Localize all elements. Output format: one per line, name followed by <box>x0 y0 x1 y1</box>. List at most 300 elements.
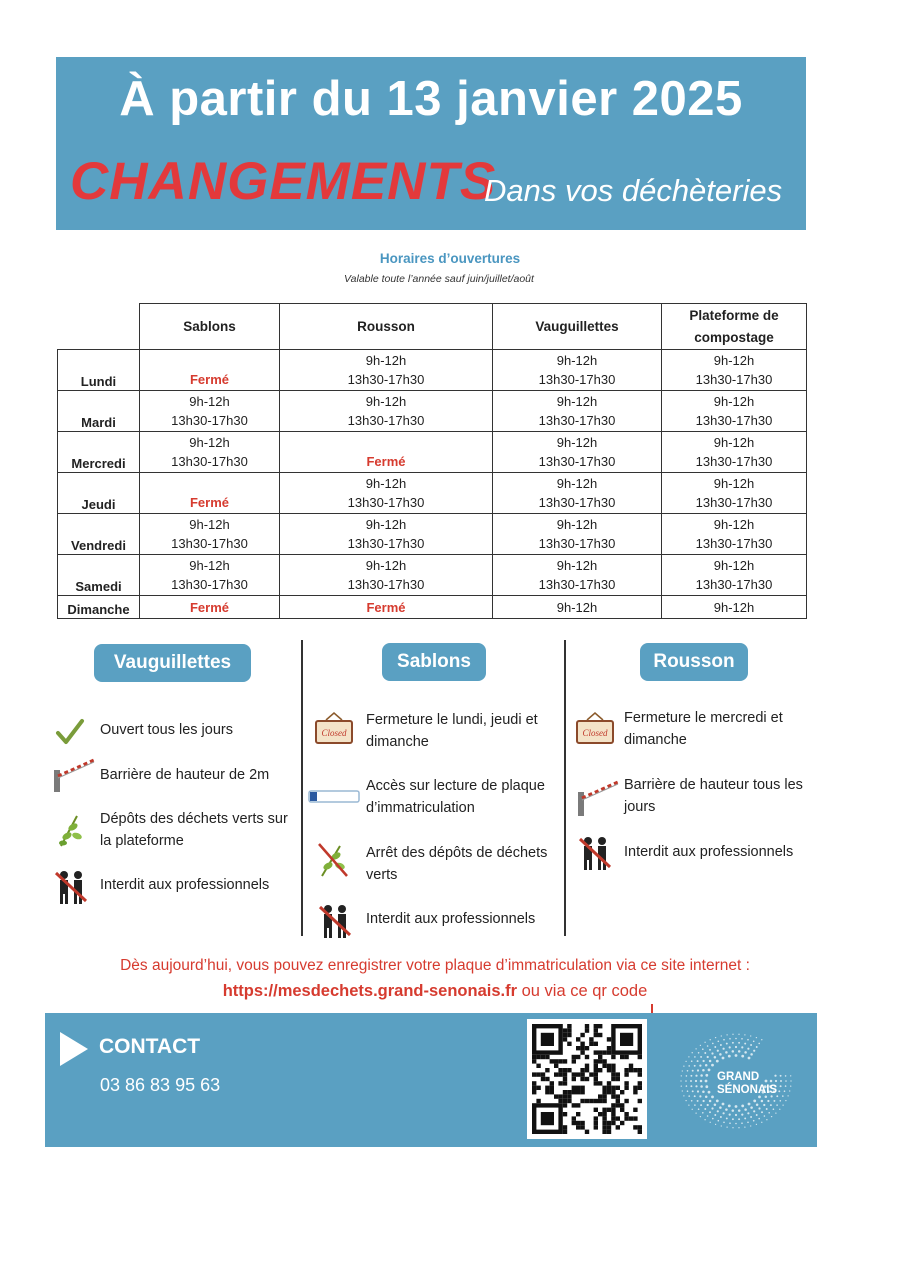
qr-module <box>567 1090 571 1094</box>
qr-module <box>611 1094 615 1098</box>
qr-module <box>602 1121 606 1125</box>
logo-dot <box>780 1100 782 1102</box>
logo-dot <box>720 1116 722 1118</box>
qr-module <box>563 1112 567 1116</box>
logo-dot <box>756 1046 758 1048</box>
hours-line: 13h30-17h30 <box>538 536 616 551</box>
logo-dot <box>719 1053 722 1056</box>
hours-cell <box>140 596 280 619</box>
logo-dot <box>758 1043 760 1045</box>
hours-cell <box>280 350 493 391</box>
qr-module <box>616 1099 620 1103</box>
logo-dot <box>776 1104 778 1106</box>
logo-dot <box>756 1114 758 1116</box>
hours-cell <box>662 391 807 432</box>
qr-module <box>598 1050 602 1054</box>
qr-module <box>536 1072 540 1076</box>
logo-dot <box>750 1053 753 1056</box>
qr-module <box>580 1046 584 1050</box>
logo-dot <box>711 1096 714 1099</box>
logo-dot <box>756 1037 757 1038</box>
qr-module <box>607 1081 611 1085</box>
qr-module <box>620 1103 624 1107</box>
qr-module <box>545 1086 549 1090</box>
logo-dot <box>688 1056 689 1057</box>
qr-module <box>567 1068 571 1072</box>
qr-module <box>541 1072 545 1076</box>
hours-cell <box>140 473 280 514</box>
logo-dot <box>692 1070 694 1072</box>
logo-dot <box>768 1112 770 1114</box>
qr-module <box>576 1121 580 1125</box>
barrier-icon <box>50 756 96 794</box>
logo-dot <box>702 1112 704 1114</box>
qr-module <box>607 1108 611 1112</box>
qr-module <box>572 1116 576 1120</box>
qr-module <box>594 1125 598 1129</box>
logo-dot <box>718 1120 720 1122</box>
qr-module <box>580 1090 584 1094</box>
logo-dot <box>711 1107 713 1109</box>
qr-module <box>576 1103 580 1107</box>
qr-module <box>598 1033 602 1037</box>
logo-dot <box>705 1095 708 1098</box>
hours-cell <box>662 432 807 473</box>
logo-dot <box>732 1127 733 1128</box>
logo-dot <box>700 1104 702 1106</box>
qr-module <box>572 1121 576 1125</box>
qr-module <box>572 1072 576 1076</box>
logo-dot <box>700 1056 702 1058</box>
hours-line: 9h-12h <box>365 517 407 532</box>
logo-dot <box>758 1107 760 1109</box>
logo-dot <box>717 1050 719 1052</box>
qr-module <box>563 1059 567 1063</box>
logo-dot <box>691 1100 693 1102</box>
column-header: Vauguillettes <box>493 304 662 350</box>
qr-module <box>594 1068 598 1072</box>
logo-dot <box>753 1050 755 1052</box>
logo-dot <box>685 1080 687 1082</box>
qr-module <box>567 1042 571 1046</box>
column-divider <box>301 640 303 936</box>
day-cell: Dimanche <box>58 596 140 619</box>
qr-module <box>563 1077 567 1081</box>
qr-module <box>585 1130 589 1134</box>
qr-module <box>558 1072 562 1076</box>
registration-link-line <box>0 982 870 1001</box>
hours-cell <box>493 391 662 432</box>
logo-dot <box>741 1105 744 1108</box>
qr-module <box>602 1050 606 1054</box>
logo-dot <box>729 1038 731 1040</box>
qr-module <box>598 1055 602 1059</box>
qr-module <box>594 1042 598 1046</box>
qr-code[interactable] <box>527 1019 647 1139</box>
qr-module <box>563 1130 567 1134</box>
qr-module <box>598 1068 602 1072</box>
qr-module <box>620 1121 624 1125</box>
hours-line: 13h30-17h30 <box>171 413 248 428</box>
qr-module <box>624 1116 628 1120</box>
logo-dot <box>715 1124 716 1125</box>
table-row <box>58 473 807 514</box>
logo-dot <box>789 1090 790 1091</box>
logo-dot <box>715 1037 716 1038</box>
qr-module <box>567 1094 571 1098</box>
logo-dot <box>694 1104 696 1106</box>
logo-dot <box>709 1049 711 1051</box>
logo-dot <box>681 1085 682 1086</box>
table-row <box>58 350 807 391</box>
logo-dot <box>723 1048 725 1050</box>
hours-line: 13h30-17h30 <box>171 577 248 592</box>
qr-module <box>532 1059 536 1063</box>
qr-module <box>633 1125 637 1129</box>
logo-dot <box>729 1122 731 1124</box>
logo-dot <box>700 1080 703 1083</box>
qr-module <box>594 1081 598 1085</box>
logo-dot <box>685 1100 686 1101</box>
hours-line: 9h-12h <box>713 394 755 409</box>
hours-cell <box>280 555 493 596</box>
qr-hint: ou via ce qr code <box>517 982 648 1000</box>
logo-dot <box>692 1052 693 1053</box>
logo-dot <box>697 1069 699 1071</box>
logo-dot <box>741 1122 743 1124</box>
hours-cell <box>280 432 493 473</box>
qr-module <box>616 1072 620 1076</box>
logo-dot <box>747 1112 749 1114</box>
logo-dot <box>787 1095 788 1096</box>
qr-module <box>532 1055 536 1059</box>
qr-module <box>563 1090 567 1094</box>
qr-module <box>532 1081 536 1085</box>
qr-module <box>594 1108 598 1112</box>
qr-module <box>572 1077 576 1081</box>
hours-cell <box>662 514 807 555</box>
qr-module <box>576 1086 580 1090</box>
logo-dot <box>717 1110 719 1112</box>
qr-module <box>585 1046 589 1050</box>
logo-dot <box>756 1103 759 1106</box>
logo-dot <box>699 1065 701 1067</box>
hours-line: 13h30-17h30 <box>695 454 773 469</box>
qr-module <box>545 1055 549 1059</box>
play-arrow-icon <box>59 1031 89 1067</box>
logo-dot <box>761 1122 762 1123</box>
logo-dot <box>790 1085 791 1086</box>
qr-module <box>620 1090 624 1094</box>
logo-dot <box>779 1109 780 1110</box>
qr-module <box>616 1103 620 1107</box>
contact-phone[interactable]: 03 86 83 95 63 <box>100 1075 221 1095</box>
logo-dot <box>687 1070 689 1072</box>
logo-dot <box>690 1085 692 1087</box>
column-header: Plateforme de compostage <box>662 304 807 350</box>
qr-module <box>624 1086 628 1090</box>
qr-module <box>607 1046 611 1050</box>
day-cell: Vendredi <box>58 514 140 555</box>
pill-rousson: Rousson <box>640 643 748 681</box>
qr-module <box>536 1099 540 1103</box>
sablons-item-closed: Fermeture le lundi, jeudi et dimanche <box>366 712 538 750</box>
qr-module <box>567 1024 571 1028</box>
barrier-icon <box>574 778 620 818</box>
logo-dot <box>686 1085 688 1087</box>
hours-line: 9h-12h <box>556 394 598 409</box>
qr-module <box>576 1037 580 1041</box>
hours-line: 9h-12h <box>189 435 230 450</box>
qr-module <box>563 1081 567 1085</box>
logo-dot <box>729 1046 731 1048</box>
contact-label: CONTACT <box>99 1035 201 1058</box>
logo-dot <box>738 1042 740 1044</box>
hours-line: 9h-12h <box>365 394 407 409</box>
logo-dot <box>780 1085 782 1087</box>
qr-module <box>550 1090 554 1094</box>
qr-module <box>585 1064 589 1068</box>
logo-dot <box>700 1116 701 1117</box>
hours-cell <box>280 514 493 555</box>
logo-dot <box>709 1060 712 1063</box>
qr-module <box>611 1055 615 1059</box>
qr-module <box>611 1068 615 1072</box>
qr-module <box>602 1130 606 1134</box>
qr-module <box>611 1072 615 1076</box>
hours-line: 13h30-17h30 <box>347 495 425 510</box>
logo-dot <box>785 1080 787 1082</box>
logo-dot <box>702 1090 705 1093</box>
logo-dot <box>728 1105 731 1108</box>
qr-module <box>594 1059 598 1063</box>
logo-dot <box>766 1119 767 1120</box>
logo-dot <box>721 1125 722 1126</box>
hours-cell <box>493 350 662 391</box>
qr-module <box>638 1068 642 1072</box>
logo-dot <box>747 1048 749 1050</box>
logo-dot <box>767 1100 769 1102</box>
logo-dot <box>709 1111 711 1113</box>
logo-dot <box>707 1104 709 1106</box>
qr-module <box>616 1116 620 1120</box>
qr-module <box>607 1125 611 1129</box>
qr-module <box>558 1081 562 1085</box>
page-title: À partir du 13 janvier 2025 <box>119 72 743 126</box>
qr-module <box>585 1055 589 1059</box>
logo-dot <box>718 1041 720 1043</box>
qr-module <box>594 1033 598 1037</box>
banner-subtitle: Dans vos déchèteries <box>484 173 783 208</box>
registration-url[interactable]: https://mesdechets.grand-senonais.fr <box>222 982 518 1000</box>
logo-dot <box>707 1115 709 1117</box>
logo-dot <box>700 1045 701 1046</box>
hours-line: 9h-12h <box>556 435 598 450</box>
logo-dot <box>721 1035 722 1036</box>
qr-module <box>572 1090 576 1094</box>
logo-dot <box>790 1080 791 1081</box>
hours-cell <box>662 555 807 596</box>
logo-dot <box>784 1090 786 1092</box>
qr-module <box>602 1099 606 1103</box>
logo-dot <box>688 1095 690 1097</box>
hours-line: 13h30-17h30 <box>695 413 773 428</box>
no-professionals-icon <box>578 835 612 871</box>
qr-module <box>580 1125 584 1129</box>
qr-module <box>580 1068 584 1072</box>
qr-module <box>616 1077 620 1081</box>
qr-module <box>598 1094 602 1098</box>
pill-vauguillettes: Vauguillettes <box>94 644 251 682</box>
logo-dot <box>744 1043 746 1045</box>
day-cell: Lundi <box>58 350 140 391</box>
qr-module <box>638 1099 642 1103</box>
logo-dot <box>710 1039 711 1040</box>
vauguillettes-item-green-waste: Dépôts des déchets verts sur la plateforme <box>100 811 288 849</box>
hours-line: 13h30-17h30 <box>171 454 248 469</box>
qr-module <box>633 1108 637 1112</box>
logo-dot <box>738 1118 740 1120</box>
qr-module <box>633 1086 637 1090</box>
hours-cell <box>140 432 280 473</box>
hours-line: 9h-12h <box>556 476 598 491</box>
qr-module <box>589 1037 593 1041</box>
logo-dot <box>728 1055 731 1058</box>
logo-dot <box>735 1105 738 1108</box>
logo-dot <box>704 1042 705 1043</box>
logo-dot <box>748 1057 751 1060</box>
logo-dot <box>698 1052 700 1054</box>
qr-module <box>580 1042 584 1046</box>
qr-module <box>594 1099 598 1103</box>
logo-dot <box>726 1034 727 1035</box>
qr-module <box>567 1028 571 1032</box>
logo-dot <box>725 1108 728 1111</box>
logo-dot <box>708 1069 711 1072</box>
logo-dot <box>753 1110 755 1112</box>
qr-module <box>576 1055 580 1059</box>
logo-dot <box>741 1046 743 1048</box>
logo-dot <box>744 1034 745 1035</box>
schedule-subtitle: Valable toute l’année sauf juin/juillet/août <box>344 273 534 285</box>
qr-finder <box>541 1112 554 1125</box>
logo-dot <box>719 1106 722 1109</box>
column-header: Sablons <box>140 304 280 350</box>
qr-module <box>611 1116 615 1120</box>
logo-dot <box>780 1075 782 1077</box>
qr-module <box>585 1024 589 1028</box>
qr-module <box>624 1081 628 1085</box>
logo-dot <box>748 1103 751 1106</box>
qr-module <box>611 1121 615 1125</box>
sablons-item-plate: Accès sur lecture de plaque d’immatriculation <box>366 778 545 816</box>
logo-dot <box>780 1080 782 1082</box>
green-waste-icon <box>55 810 87 850</box>
logo-line-1: GRAND <box>717 1071 760 1083</box>
qr-module <box>541 1077 545 1081</box>
logo-dot <box>763 1104 765 1106</box>
logo-dot <box>682 1070 683 1071</box>
qr-module <box>580 1086 584 1090</box>
hours-cell <box>662 350 807 391</box>
qr-module <box>594 1072 598 1076</box>
logo-text <box>717 1071 777 1097</box>
closed-sign-icon <box>314 712 354 746</box>
qr-module <box>602 1059 606 1063</box>
logo-dot <box>686 1075 688 1077</box>
logo-dot <box>738 1109 741 1112</box>
qr-module <box>611 1108 615 1112</box>
qr-module <box>563 1028 567 1032</box>
logo-dot <box>716 1060 719 1063</box>
table-row <box>58 391 807 432</box>
logo-dot <box>773 1108 775 1110</box>
qr-module <box>616 1094 620 1098</box>
logo-dot <box>723 1039 725 1041</box>
logo-dot <box>770 1104 772 1106</box>
hours-cell <box>140 350 280 391</box>
logo-dot <box>732 1109 735 1112</box>
hours-line: 9h-12h <box>189 517 230 532</box>
no-professionals-icon <box>318 903 352 939</box>
qr-module <box>558 1068 562 1072</box>
hours-cell <box>493 555 662 596</box>
qr-module <box>572 1103 576 1107</box>
logo-dot <box>705 1080 708 1083</box>
qr-module <box>629 1068 633 1072</box>
logo-dot <box>704 1108 706 1110</box>
hours-cell <box>493 514 662 555</box>
table-row <box>58 432 807 473</box>
registration-notice: Dès aujourd’hui, vous pouvez enregistrer votre plaque d’immatriculation via ce site internet : <box>120 957 750 974</box>
qr-module <box>567 1033 571 1037</box>
qr-module <box>589 1072 593 1076</box>
qr-module <box>563 1103 567 1107</box>
hours-line: 9h-12h <box>713 599 755 615</box>
qr-module <box>594 1024 598 1028</box>
qr-module <box>576 1090 580 1094</box>
qr-module <box>572 1086 576 1090</box>
logo-dot <box>732 1042 734 1044</box>
hours-cell <box>280 391 493 432</box>
hours-line: 9h-12h <box>189 558 230 573</box>
logo-dot <box>778 1090 780 1092</box>
hours-cell <box>493 473 662 514</box>
logo-dot <box>690 1075 692 1077</box>
logo-dot <box>697 1060 699 1062</box>
closed-label: Fermé <box>189 372 230 387</box>
qr-module <box>602 1125 606 1129</box>
qr-module <box>594 1050 598 1054</box>
qr-module <box>536 1086 540 1090</box>
qr-module <box>554 1094 558 1098</box>
hours-line: 13h30-17h30 <box>538 495 616 510</box>
qr-module <box>620 1108 624 1112</box>
qr-module <box>624 1072 628 1076</box>
logo-dot <box>750 1125 751 1126</box>
logo-dot <box>782 1104 783 1105</box>
qr-module <box>550 1086 554 1090</box>
header-banner <box>56 57 806 230</box>
logo-dot <box>744 1108 747 1111</box>
logo-dot <box>694 1056 696 1058</box>
vauguillettes-item-no-pro: Interdit aux professionnels <box>100 877 270 893</box>
logo-dot <box>732 1050 735 1053</box>
hours-line: 9h-12h <box>713 558 755 573</box>
logo-dot <box>741 1055 744 1058</box>
qr-module <box>594 1077 598 1081</box>
hours-line: 13h30-17h30 <box>538 413 616 428</box>
